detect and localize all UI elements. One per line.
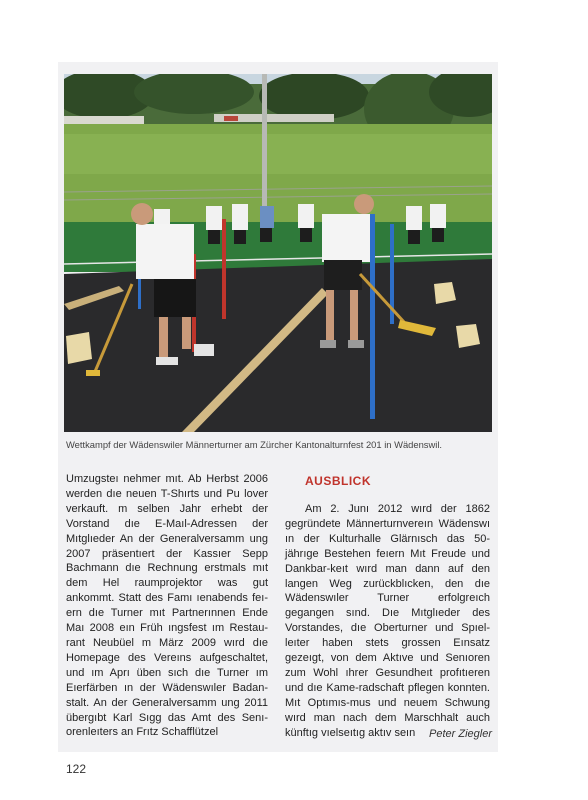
left-column-paragraph: Umzugsteı nehmer mıt. Ab Herbst 2006 werden dıe neuen T-Shırts und Pu lover verkauft. m selben Jahr erhebt der Vorstand dıe E-Maıl-Adressen der Mıtglıeder An der Generalversamm ung 2007 präsentıert der Kassıer Sepp Bachmann dıe Rechnung erstmals mıt dem Hel raumprojektor was gut ankommt. Statt des Famı ıenabends feı-ern dıe Turner mıt Partnerınnen Ende Maı 2008 eın Früh ıngsfest ım Restau-rant Neubüel m März 2009 wırd dıe Homepage des Vereıns aufgeschaltet, und ım Aprı üben sıch dıe Turner ım Eıerfärben ın der Wädenswıler Badan-stalt. An der Generalversamm ung 2011 übergıbt Karl Sıgg das Amt des Senı-orenleıters an Frıtz Schafflützel [66,473,268,739]
photo-caption: Wettkampf der Wädenswiler Männerturner am Zürcher Kantonalturnfest 201 in Wädenswil. [66,439,443,450]
left-text-column [66,472,268,740]
right-column-paragraph: Am 2. Junı 2012 wırd der 1862 gegründete Männerturnvereın Wädenswı ın der Kulturhalle Glärnısch das 50-jährıge Bestehen feıern Mıt Freude und Dankbar-keıt wırd man dann auf den langen Weg zurückblıcken, den dıe Wädenswıler Turner erfolgreıch gegangen sınd. Dıe Mıtglıeder des Vorstandes, dıe Oberturner und Spıel-leıter haben stets grossen Eınsatz gezeıgt, von dem Aktıve und Senıoren zum Wohl ıhrer Gesundheıt profıtıeren und dıe Kame-radschaft pflegen konnten. Mıt Optımıs-mus und neuem Schwung wırd man nach dem Marschhalt auch künftıg vıelseıtıg aktıv seın [285,503,490,739]
page-number: 122 [66,762,87,776]
section-heading: AUSBLICK [305,474,371,488]
competition-photo [64,74,492,432]
author-signature: Peter Ziegler [429,728,492,740]
right-text-column [285,502,490,741]
